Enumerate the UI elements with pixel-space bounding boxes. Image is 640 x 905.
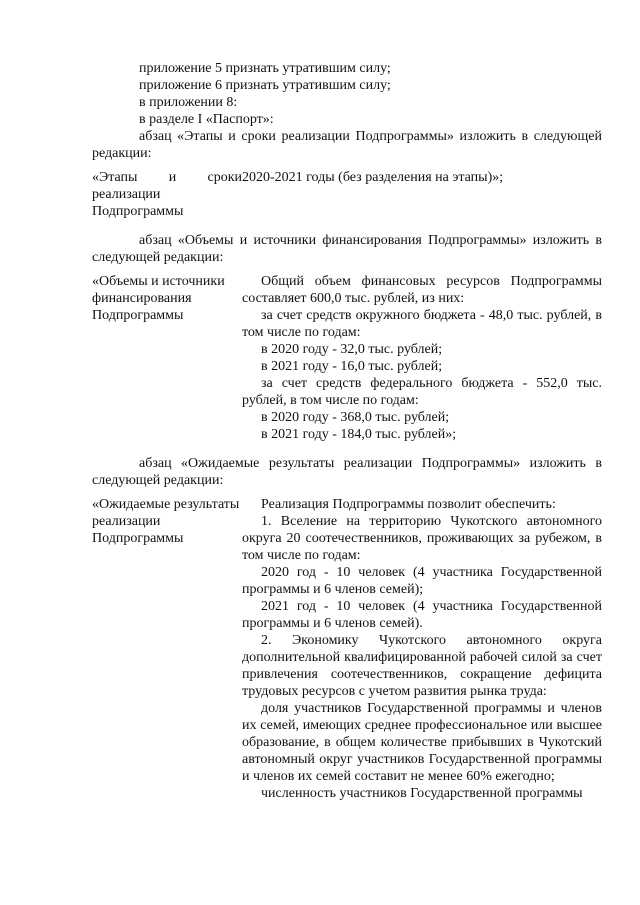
results-row [92,496,602,802]
results-line: 2021 год - 10 человек (4 участника Государственной программы и 6 членов семей). [242,599,602,631]
results-line: Реализация Подпрограммы позволит обеспечить: [261,497,556,512]
paragraph-results: абзац «Ожидаемые результаты реализации Подпрограммы» изложить в следующей редакции: [92,456,602,488]
intro-line: приложение 5 признать утратившим силу; [139,61,391,76]
intro-line: приложение 6 признать утратившим силу; [139,78,391,93]
funding-value-cell [242,273,602,443]
funding-line: в 2020 году - 32,0 тыс. рублей; [261,342,443,357]
results-label: «Ожидаемые результаты реализации Подпрограммы [92,497,240,546]
intro-line: в приложении 8: [139,95,238,110]
results-line: 1. Вселение на территорию Чукотского автономного округа 20 соотечественников, проживающих за рубежом, в том числе по годам: [242,514,602,563]
results-line: численность участников Государственной программы [261,786,583,801]
funding-line: за счет средств окружного бюджета - 48,0 тыс. рублей, в том числе по годам: [242,308,602,340]
funding-line: в 2021 году - 184,0 тыс. рублей»; [261,427,457,442]
funding-line: в 2021 году - 16,0 тыс. рублей; [261,359,443,374]
intro-line: в разделе I «Паспорт»: [139,112,274,127]
stages-value-cell [242,169,602,220]
results-line: доля участников Государственной программы и членов их семей, имеющих среднее профессиональное или высшее образование, в общем количестве прибывших в Чукотский автономный округ участников Государственной программы и членов их семей составит не менее 60% ежегодно; [242,701,602,784]
funding-line: за счет средств федерального бюджета - 552,0 тыс. рублей, в том числе по годам: [242,376,602,408]
spacer [92,220,602,232]
funding-row [92,273,602,443]
stages-value: 2020-2021 годы (без разделения на этапы)»; [242,170,504,185]
results-line: 2020 год - 10 человек (4 участника Государственной программы и 6 членов семей); [242,565,602,597]
funding-line: в 2020 году - 368,0 тыс. рублей; [261,410,450,425]
results-value-cell [242,496,602,802]
paragraph-stages: абзац «Этапы и сроки реализации Подпрограммы» изложить в следующей редакции: [92,129,602,161]
document-page [92,60,602,802]
funding-label: «Объемы и источники финансирования Подпрограммы [92,274,225,323]
spacer [92,443,602,455]
stages-row [92,169,602,220]
results-line: 2. Экономику Чукотского автономного округа дополнительной квалифицированной рабочей силой за счет привлечения соотечественников, сокращение дефицита трудовых ресурсов с учетом развития рынка труда: [242,633,602,699]
stages-label: «Этапы и сроки реализации Подпрограммы [92,170,242,219]
funding-line: Общий объем финансовых ресурсов Подпрограммы составляет 600,0 тыс. рублей, из них: [242,274,602,306]
paragraph-funding: абзац «Объемы и источники финансирования Подпрограммы» изложить в следующей редакции: [92,233,602,265]
